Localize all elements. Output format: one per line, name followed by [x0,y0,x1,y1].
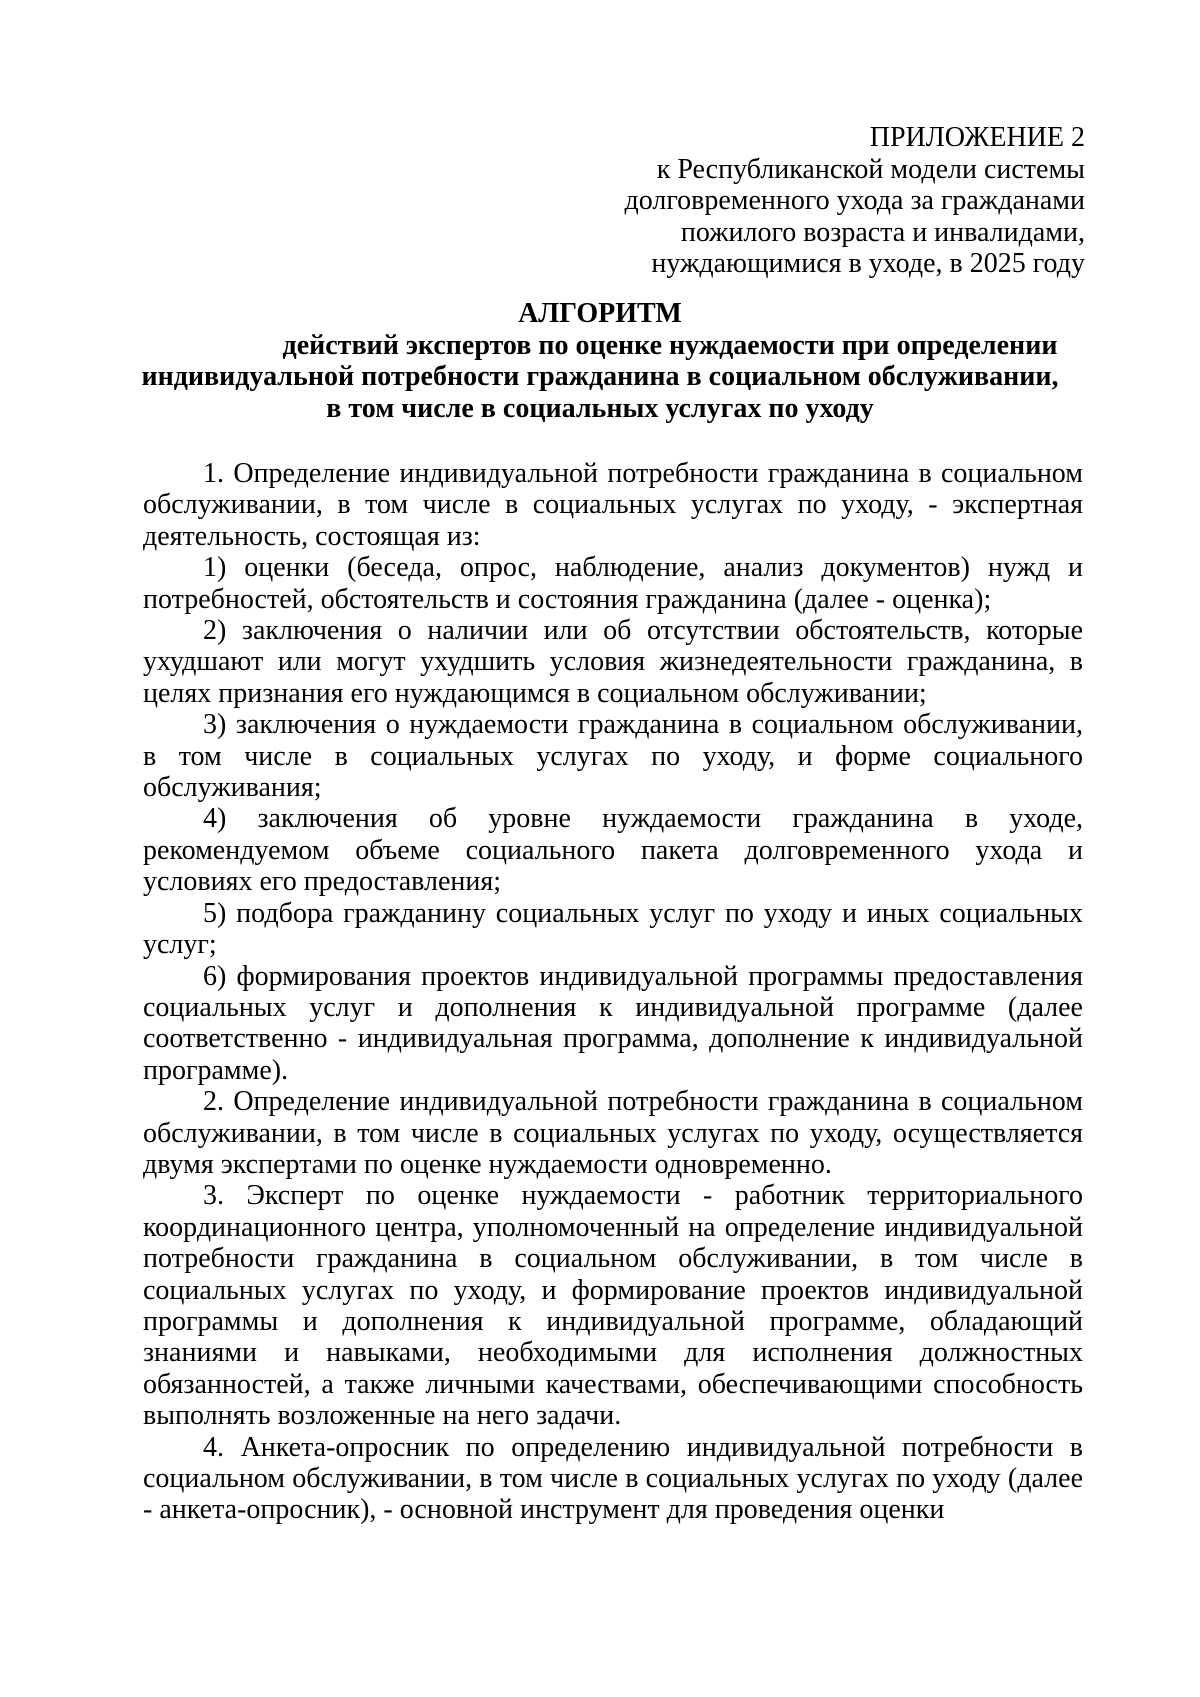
paragraph-1-item-5: 5) подбора гражданину социальных услуг по уходу и иных социальных услуг; [143,897,1083,961]
paragraph-1: 1. Определение индивидуальной потребности гражданина в социальном обслуживании, в том числе в социальных услугах по уходу, - экспертная деятельность, состоящая из: [143,458,1083,552]
paragraph-4: 4. Анкета-опросник по определению индивидуальной потребности в социальном обслуживании, в том числе в социальных услугах по уходу (далее - анкета-опросник), - основной инструмент для проведения оценки [143,1431,1083,1526]
document-subtitle [100,330,1100,425]
paragraph-2: 2. Определение индивидуальной потребности гражданина в социальном обслуживании, в том числе в социальных услугах по уходу, осуществляется двумя экспертами по оценке нуждаемости одновременно. [143,1086,1083,1180]
subtitle-line: действий экспертов по оценке нуждаемости при определении [282,329,1058,361]
paragraph-1-item-3: 3) заключения о нуждаемости гражданина в социальном обслуживании, в том числе в социальных услугах по уходу, и форме социального обслуживания; [143,709,1083,804]
paragraph-3: 3. Эксперт по оценке нуждаемости - работник территориального координационного центра, уполномоченный на определение индивидуальной потребности гражданина в социальном обслуживании, в том числе в социальных услугах по уходу, и формирование проектов индивидуальной программы и дополнения к индивидуальной программе, обладающий знаниями и навыками, необходимыми для исполнения должностных обязанностей, а также личными качествами, обеспечивающими способность выполнять возложенные на него задачи. [143,1180,1083,1432]
subtitle-line: индивидуальной потребности гражданина в социальном обслуживании, [141,361,1059,392]
paragraph-1-item-6: 6) формирования проектов индивидуальной программы предоставления социальных услуг и дополнения к индивидуальной программе (далее соответственно - индивидуальная программа, дополнение к индивидуальной программе). [143,960,1083,1086]
paragraph-1-item-4: 4) заключения об уровне нуждаемости гражданина в уходе, рекомендуемом объеме социального пакета долговременного ухода и условиях его предоставления; [143,803,1083,898]
appendix-block [465,122,1085,280]
appendix-line: долговременного ухода за гражданами [624,185,1085,216]
subtitle-line: в том числе в социальных услугах по уходу [326,392,874,424]
appendix-number: ПРИЛОЖЕНИЕ 2 [869,122,1085,153]
appendix-line: нуждающимися в уходе, в 2025 году [651,248,1085,279]
document-title: АЛГОРИТМ [518,298,682,329]
document-heading [100,298,1100,424]
document-body [143,458,1083,1526]
appendix-line: пожилого возраста и инвалидами, [680,216,1085,248]
paragraph-1-item-2: 2) заключения о наличии или об отсутствии обстоятельств, которые ухудшают или могут ухудшить условия жизнедеятельности гражданина, в целях признания его нуждающимся в социальном обслуживании; [143,615,1083,709]
appendix-line: к Республиканской модели системы [656,153,1085,185]
paragraph-1-item-1: 1) оценки (беседа, опрос, наблюдение, анализ документов) нужд и потребностей, обстоятельств и состояния гражданина (далее - оценка); [143,552,1083,615]
